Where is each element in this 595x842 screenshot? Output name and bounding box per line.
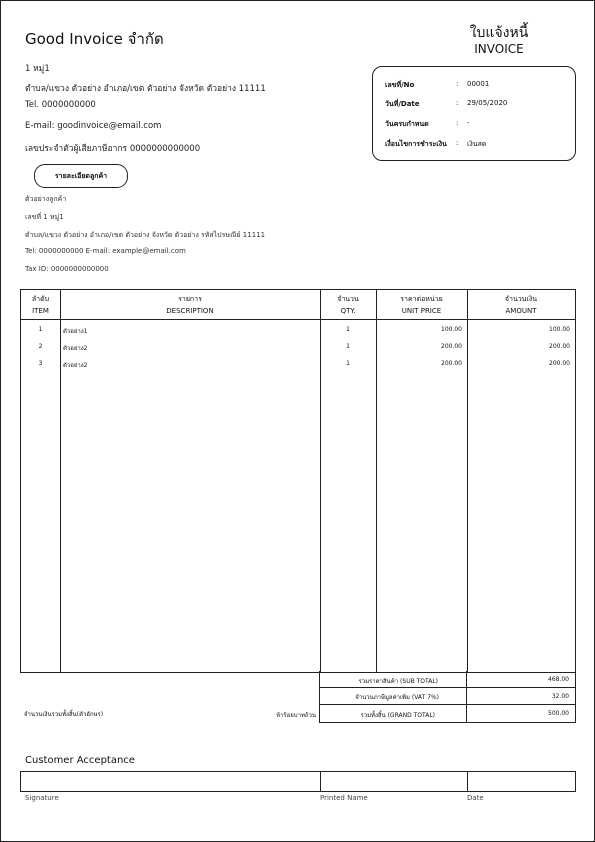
table-header-description: รายการ DESCRIPTION [166, 295, 214, 315]
totals-row-divider [320, 687, 575, 688]
company-tel: Tel. 0000000000 [25, 100, 96, 110]
signature-caption: Signature [25, 794, 59, 802]
subtotal-label: รวมราคาสินค้า (SUB TOTAL) [358, 678, 438, 685]
acceptance-signature-row [20, 771, 576, 792]
amount-in-words-label: จำนวนเงินรวมทั้งสิ้น(ตัวอักษร) [24, 711, 104, 718]
acceptance-divider [320, 772, 321, 791]
company-address-1: 1 หมู่1 [25, 64, 50, 74]
grand-total-value: 500.00 [548, 710, 569, 717]
doc-title-thai: ใบแจ้งหนี้ [469, 25, 529, 41]
meta-colon: : [456, 119, 459, 127]
table-header-divider [21, 319, 575, 320]
company-tax-id: เลขประจำตัวผู้เสียภาษีอากร 0000000000000 [25, 144, 201, 154]
acceptance-divider [467, 772, 468, 791]
table-header-item: ลำดับ ITEM [31, 295, 50, 315]
company-name: Good Invoice จำกัด [25, 30, 164, 48]
meta-label-due: วันครบกำหนด [385, 120, 429, 128]
meta-value-terms: เงินสด [467, 140, 487, 148]
customer-address-1: เลขที่ 1 หมู่1 [25, 213, 64, 221]
vat-label: จำนวนภาษีมูลค่าเพิ่ม (VAT 7%) [355, 694, 439, 701]
meta-value-no: 00001 [467, 80, 490, 88]
items-table: ลำดับ ITEM รายการ DESCRIPTION จำนวน QTY. ราคาต่อหน่วย UNIT PRICE จำนวนเงิน AMOUNT 1 ตัวอย่าง1 1 100.00 100.00 2 ตัวอย่าง2 1 200.00 200.00 3 ตัวอย่าง2 1 200.00 200.00 [20, 289, 576, 673]
customer-address-2: ตำบล/แขวง ตัวอย่าง อำเภอ/เขต ตัวอย่าง จังหวัด ตัวอย่าง รหัสไปรษณีย์ 11111 [25, 231, 266, 239]
column-divider [60, 290, 61, 672]
date-caption: Date [467, 794, 484, 802]
doc-title-en: INVOICE [474, 42, 524, 56]
acceptance-title: Customer Acceptance [25, 755, 135, 766]
grand-total-label: รวมทั้งสิ้น (GRAND TOTAL) [360, 712, 435, 719]
totals-box [319, 671, 576, 723]
customer-contact: Tel: 0000000000 E-mail: example@email.com [25, 247, 186, 255]
amount-in-words: ห้าร้อยบาทถ้วน [276, 712, 316, 719]
company-address-2: ตำบล/แขวง ตัวอย่าง อำเภอ/เขต ตัวอย่าง จังหวัด ตัวอย่าง 11111 [25, 84, 266, 94]
table-header-amount: จำนวนเงิน AMOUNT [504, 295, 538, 315]
customer-section-label: รายละเอียดลูกค้า [34, 164, 128, 188]
customer-tax-id: Tax ID: 0000000000000 [25, 265, 109, 273]
meta-value-date: 29/05/2020 [467, 99, 508, 107]
subtotal-value: 468.00 [548, 676, 569, 683]
printed-name-caption: Printed Name [320, 794, 368, 802]
totals-row-divider [320, 704, 575, 705]
table-header-unit-price: ราคาต่อหน่วย UNIT PRICE [400, 295, 443, 315]
meta-label-date: วันที่/Date [385, 100, 420, 108]
invoice-meta-box [372, 66, 576, 161]
meta-colon: : [456, 99, 459, 107]
meta-label-terms: เงื่อนไขการชำระเงิน [385, 140, 447, 148]
meta-colon: : [456, 80, 459, 88]
meta-colon: : [456, 139, 459, 147]
table-header-qty: จำนวน QTY. [337, 295, 359, 315]
meta-value-due: - [467, 119, 470, 127]
company-email: E-mail: goodinvoice@email.com [25, 121, 162, 131]
customer-name: ตัวอย่างลูกค้า [25, 195, 67, 203]
vat-value: 32.00 [551, 693, 569, 700]
meta-label-no: เลขที่/No [385, 81, 415, 89]
